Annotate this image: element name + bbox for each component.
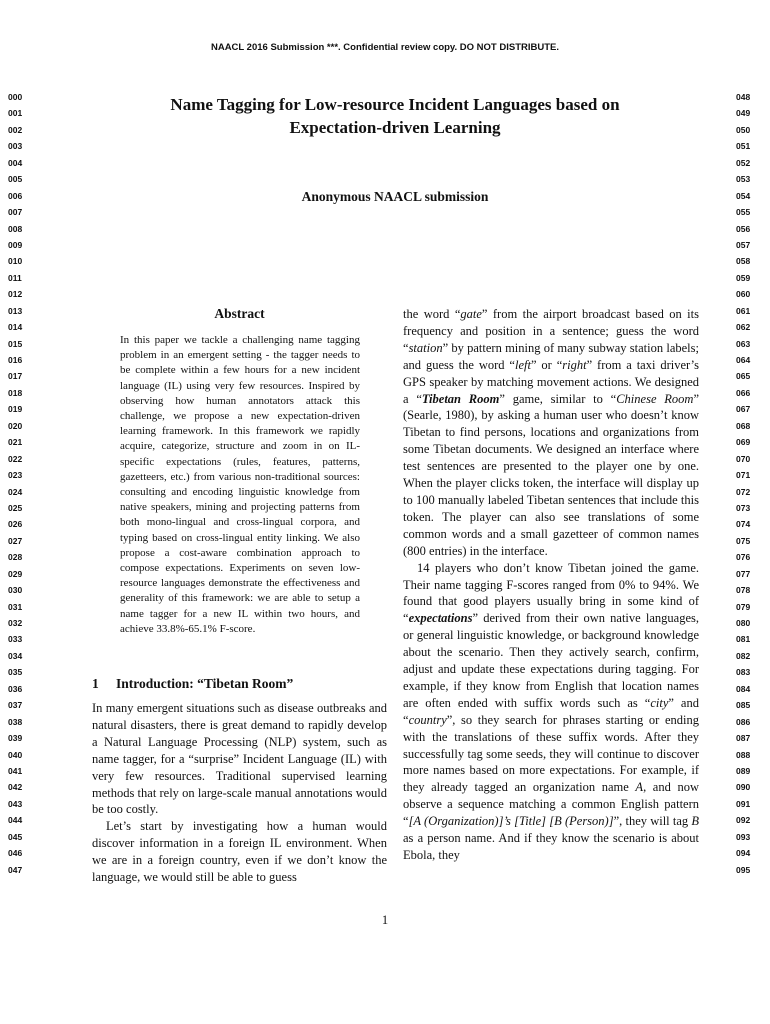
line-number: 044: [8, 815, 23, 826]
line-number: 001: [8, 108, 23, 119]
paper-title: [90, 93, 700, 139]
name-a: A: [635, 780, 644, 795]
section-number: 1: [92, 676, 99, 691]
line-number: 039: [8, 733, 23, 744]
line-number: 043: [8, 798, 23, 809]
line-number: 073: [736, 502, 751, 513]
abstract-body: In this paper we tackle a challenging name tagging problem in an emergent setting - the tagger needs to be complete within a few hours for a new incident language (IL) using very few resources. Inspired by observing how human annotators attack this challenge, we propose a new expectation-driven learning framework. In this framework we rapidly acquire, categorize, structure and zoom in on IL-specific expectations (rules, features, patterns, gazetteers, etc.) from various non-traditional sources: consulting and encoding linguistic knowledge from native speakers, mining and projecting patterns from both mono-lingual and cross-lingual corpora, and typing based on cross-lingual entity linking. We also propose a cost-aware combination approach to compose expectations. Experiments on seven low-resource languages demonstrate the effectiveness and generality of this framework: we are able to setup a name tagger for a new IL within two hours, and achieve 33.8%-65.1% F-score.: [120, 334, 360, 635]
line-number: 090: [736, 782, 751, 793]
line-number: 023: [8, 470, 23, 481]
line-number: 046: [8, 848, 23, 859]
line-number: 027: [8, 535, 23, 546]
line-number: 092: [736, 815, 751, 826]
section-heading-introduction: [92, 676, 387, 692]
line-number: 065: [736, 371, 751, 382]
line-number: 050: [736, 124, 751, 135]
line-number: 024: [8, 486, 23, 497]
line-number: 045: [8, 831, 23, 842]
line-number: 062: [736, 322, 751, 333]
line-number: 094: [736, 848, 751, 859]
right-paragraph-2: 14 players who don’t know Tibetan joined the game. Their name tagging F-scores ranged from 0% to 94%. We found that good players usually bring in some kind of “expectations” derived from their own native languages, or general linguistic knowledge, or background knowledge about the scenario. Then they actively search, confirm, adjust and update these expectations during tagging. For example, if they know from English that location names are often ended with suffix words such as “city” and “country”, so they search for phrases starting or ending with the translations of these suffix words. After they successfully tag some seeds, they will continue to discover more names based on more expectations. For example, if they already tagged an organization name A, and now observe a sequence matching a common English pattern “[A (Organization)]’s [Title] [B (Person)]”, they will tag B as a person name. And if they know the scenario is about Ebola, they: [403, 560, 699, 862]
line-number: 038: [8, 716, 23, 727]
line-number: 075: [736, 535, 751, 546]
line-number: 021: [8, 437, 23, 448]
line-number: 093: [736, 831, 751, 842]
line-number: 063: [736, 338, 751, 349]
line-number: 069: [736, 437, 751, 448]
term-right: right: [562, 357, 587, 372]
line-number: 059: [736, 272, 751, 283]
line-number: 041: [8, 765, 23, 776]
line-number: 064: [736, 355, 751, 365]
line-number: 072: [736, 486, 751, 497]
intro-paragraph-2: Let’s start by investigating how a human would discover information in a foreign IL environment. When we are in a foreign country, even if we don’t know the language, we would still be able to guess: [92, 819, 387, 885]
title-line-1: Name Tagging for Low-resource Incident Languages based on: [170, 95, 620, 114]
line-number: 003: [8, 141, 23, 152]
line-number: 012: [8, 289, 23, 300]
line-numbers-left: [8, 89, 48, 878]
line-number: 007: [8, 207, 23, 218]
line-number: 067: [736, 404, 751, 415]
line-number: 068: [736, 420, 751, 431]
line-number: 084: [736, 683, 751, 694]
page-number: 1: [381, 913, 389, 927]
line-number: 086: [736, 716, 751, 727]
line-number: 033: [8, 634, 23, 645]
term-expectations: expectations: [408, 611, 473, 626]
line-number: 032: [8, 618, 23, 628]
line-number: 088: [736, 749, 751, 760]
line-number: 020: [8, 420, 23, 431]
line-number: 008: [8, 223, 23, 234]
line-number: 022: [8, 453, 23, 464]
line-number: 011: [8, 272, 22, 283]
line-number: 083: [736, 667, 751, 678]
line-number: 034: [8, 650, 23, 661]
line-number: 048: [736, 92, 751, 102]
line-number: 005: [8, 174, 23, 185]
line-number: 037: [8, 700, 23, 711]
term-station: station: [408, 340, 443, 355]
line-number: 080: [736, 618, 751, 628]
line-number: 049: [736, 108, 751, 119]
line-number: 095: [736, 864, 751, 875]
line-number: 015: [8, 338, 23, 349]
line-number: 030: [8, 585, 23, 596]
title-line-2: Expectation-driven Learning: [289, 118, 501, 137]
line-number: 009: [8, 239, 23, 250]
line-number: 071: [736, 470, 751, 481]
line-number: 091: [736, 798, 751, 809]
term-left: left: [514, 357, 531, 372]
line-number: 078: [736, 585, 751, 596]
line-number: 060: [736, 289, 751, 300]
intro-paragraph-1: In many emergent situations such as disease outbreaks and natural disasters, there is great demand to rapidly develop a Natural Language Processing (NLP) system, such as name tagger, for a “surprise” Incident Language (IL) with very few resources. Traditional supervised learning methods that rely on large-scale manual annotations would be too costly.: [92, 701, 387, 817]
term-tibetan-room: Tibetan Room: [421, 391, 500, 406]
term-chinese-room: Chinese Room: [616, 391, 694, 406]
line-number: 089: [736, 765, 751, 776]
line-number: 082: [736, 650, 751, 661]
line-number: 029: [8, 568, 23, 579]
line-number: 056: [736, 223, 751, 234]
line-number: 014: [8, 322, 23, 333]
line-number: 066: [736, 387, 751, 398]
line-number: 076: [736, 552, 751, 563]
line-number: 010: [8, 256, 23, 267]
line-number: 040: [8, 749, 23, 760]
line-number: 057: [736, 239, 751, 250]
line-number: 002: [8, 124, 23, 135]
line-number: 052: [736, 157, 751, 168]
term-gate: gate: [460, 307, 482, 321]
confidential-header: NAACL 2016 Submission ***. Confidential review copy. DO NOT DISTRIBUTE.: [210, 42, 560, 53]
author-line: Anonymous NAACL submission: [301, 189, 489, 204]
line-number: 087: [736, 733, 751, 744]
line-number: 058: [736, 256, 751, 267]
line-number: 031: [8, 601, 23, 612]
line-number: 019: [8, 404, 23, 415]
line-number: 042: [8, 782, 23, 793]
line-number: 061: [736, 305, 751, 316]
line-number: 053: [736, 174, 751, 185]
line-number: 047: [8, 864, 23, 875]
term-city: city: [650, 695, 669, 710]
line-number: 004: [8, 157, 23, 168]
line-number: 006: [8, 190, 23, 201]
section-title: Introduction: “Tibetan Room”: [116, 676, 294, 691]
line-number: 017: [8, 371, 23, 382]
line-number: 035: [8, 667, 23, 678]
line-number: 081: [736, 634, 751, 645]
line-number: 070: [736, 453, 751, 464]
line-number: 016: [8, 355, 23, 365]
abstract-heading: Abstract: [214, 306, 265, 321]
term-country: country: [408, 712, 447, 727]
english-pattern: [A (Organization)]’s [Title] [B (Person)]: [408, 814, 614, 829]
line-number: 077: [736, 568, 751, 579]
line-number: 074: [736, 519, 751, 530]
line-number: 025: [8, 502, 23, 513]
line-number: 028: [8, 552, 23, 563]
right-paragraph-1: the word “gate” from the airport broadcast based on its frequency and position in a sentence; guess the word “station” by pattern mining of many subway station labels; and guess the word “left” or “right” from a taxi driver’s GPS speaker by matching movement actions. We designed a “Tibetan Room” game, similar to “Chinese Room” (Searle, 1980), by asking a human user who doesn’t know Tibetan to find persons, locations and organizations from some Tibetan documents. We designed an interface where test sentences are presented to the player one by one. When the player clicks token, the interface will display up to 100 manually labeled Tibetan sentences that include this token. The player can also see translations of some common words and a small gazetteer of common names (800 entries) in the interface.: [403, 307, 699, 558]
line-number: 079: [736, 601, 751, 612]
line-number: 051: [736, 141, 751, 152]
line-number: 000: [8, 92, 23, 102]
line-number: 085: [736, 700, 751, 711]
line-number: 054: [736, 190, 751, 201]
line-number: 055: [736, 207, 751, 218]
right-column-body: [403, 306, 699, 864]
line-number: 036: [8, 683, 23, 694]
name-b: B: [691, 814, 699, 829]
line-number: 018: [8, 387, 23, 398]
line-numbers-right: [736, 89, 770, 878]
line-number: 013: [8, 305, 23, 316]
left-column-body: [92, 700, 387, 886]
line-number: 026: [8, 519, 23, 530]
